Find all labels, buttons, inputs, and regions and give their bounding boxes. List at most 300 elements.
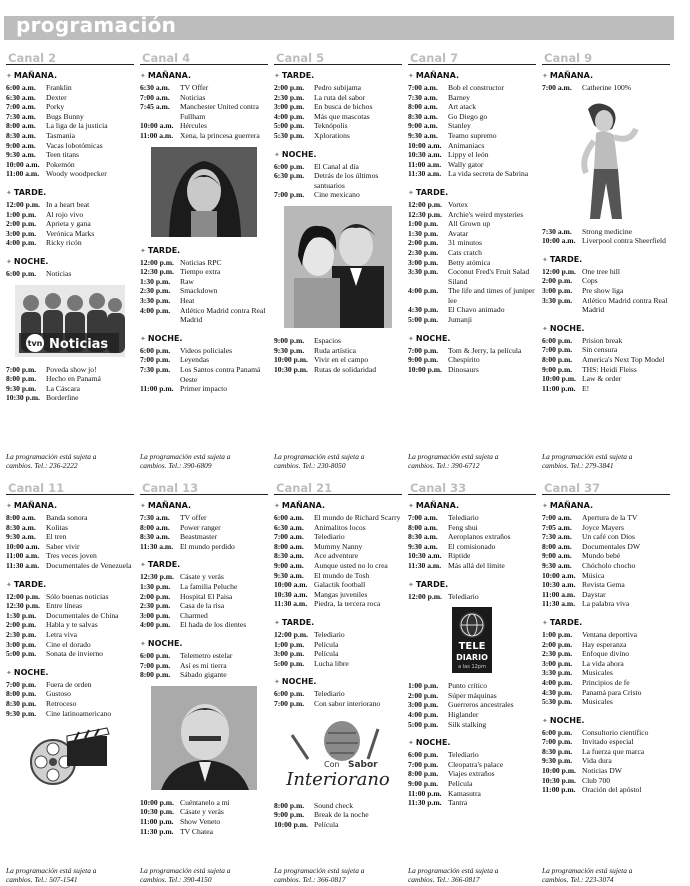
disclaimer-text: La programación está sujeta a (408, 865, 499, 875)
schedule-entry (542, 737, 670, 747)
section-label: MAÑANA. (415, 501, 459, 510)
schedule-entry (274, 590, 402, 600)
show-title: La vida secreta de Sabrina (448, 169, 529, 179)
schedule-entry (542, 766, 670, 776)
show-time: 10:30 p.m. (6, 393, 40, 403)
section-label: NOCHE. (13, 256, 49, 266)
channel-row-2 (4, 482, 674, 884)
show-title: Silk stalking (448, 719, 487, 729)
schedule-entry (140, 620, 268, 630)
schedule-entry (6, 83, 134, 93)
schedule-entry (6, 131, 134, 141)
channel-name: Canal 7 (408, 52, 536, 65)
schedule-entry (6, 210, 134, 220)
star-icon: ✦ (6, 502, 12, 510)
show-time: 2:00 p.m. (274, 83, 305, 92)
show-time: 6:00 p.m. (274, 161, 305, 171)
schedule-entry (542, 649, 670, 659)
phone-text: cambios. Tel.: 366-0817 (274, 874, 346, 884)
schedule-entry (408, 121, 536, 131)
section-heading (408, 500, 536, 512)
schedule-entry (542, 336, 670, 346)
show-time: 8:00 a.m. (140, 522, 170, 532)
disclaimer-text: La programación está sujeta a (140, 865, 231, 875)
section-heading (408, 70, 536, 82)
show-title: Kolitas (46, 522, 68, 532)
show-time: 3:00 p.m. (274, 102, 305, 112)
show-title: El tren (46, 532, 67, 542)
show-time: 2:30 p.m. (140, 601, 171, 611)
show-title: Telediario (448, 591, 479, 601)
show-time: 9:00 a.m. (408, 121, 438, 131)
channel-column-canal-7 (406, 52, 540, 470)
show-title: Telediario (448, 513, 479, 522)
star-icon: ✦ (140, 246, 146, 255)
schedule-entry (274, 820, 402, 830)
show-time: 4:30 p.m. (408, 305, 439, 315)
show-title: Catherine 100% (582, 83, 632, 92)
schedule-entry (274, 630, 402, 640)
show-time: 2:00 p.m. (6, 219, 37, 229)
schedule-entry (6, 374, 134, 384)
show-title: Entre líneas (46, 601, 83, 611)
show-time: 12:00 p.m. (408, 591, 442, 601)
schedule-entry (542, 659, 670, 669)
show-time: 6:00 p.m. (6, 268, 37, 278)
show-title: Tom & Jerry, la película (448, 345, 522, 355)
schedule-entry (140, 277, 268, 287)
show-time: 3:00 p.m. (140, 610, 171, 620)
section-banner (4, 13, 674, 40)
show-time: 11:00 p.m. (542, 383, 576, 393)
show-title: Aprieta y gana (46, 219, 91, 229)
channel-name: Canal 4 (140, 52, 268, 65)
schedule-entry (6, 219, 134, 229)
phone-text: cambios. Tel.: 390-4150 (140, 874, 212, 884)
show-title: Hospital El Paisa (180, 591, 233, 601)
show-title: El Canal al día (314, 161, 359, 171)
show-time: 4:00 p.m. (6, 238, 37, 248)
section-label: NOCHE. (13, 667, 49, 677)
star-icon: ✦ (542, 324, 548, 333)
show-title: Tiempo extra (180, 267, 221, 277)
show-title: Telediario (314, 689, 345, 699)
schedule-entry (140, 817, 268, 827)
schedule-entry (140, 670, 268, 680)
schedule-body (6, 70, 134, 403)
show-title: Coconut Fred's Fruit Salad Siland (448, 267, 530, 286)
show-time: 7:05 a.m. (542, 522, 572, 532)
schedule-entry (542, 286, 670, 296)
show-title: Club 700 (582, 775, 611, 785)
show-title: Jumanji (448, 315, 473, 325)
show-title: Xplorations (314, 130, 350, 140)
schedule-entry (274, 83, 402, 93)
schedule-entry (6, 269, 134, 279)
schedule-entry (6, 640, 134, 650)
show-title: Documentales de Venezuela (46, 560, 132, 570)
show-title: Musicales (582, 697, 613, 707)
show-time: 8:30 a.m. (6, 522, 36, 532)
show-time: 2:00 p.m. (408, 690, 439, 700)
show-title: Mangas juveniles (314, 589, 368, 599)
show-title: TV Chatea (180, 826, 213, 836)
section-label: NOCHE. (415, 738, 451, 748)
show-title: Vivir en el campo (314, 355, 369, 365)
tvn-noticias-anchors (15, 285, 125, 357)
show-title: Mummy Nanny (314, 541, 363, 551)
section-heading (274, 676, 402, 688)
show-title: Feng shui (448, 522, 478, 532)
show-title: Aunque usted no lo crea (314, 560, 388, 570)
schedule-entry (274, 551, 402, 561)
schedule-entry (6, 384, 134, 394)
star-icon: ✦ (274, 502, 280, 510)
schedule-entry (542, 599, 670, 609)
schedule-entry (6, 513, 134, 523)
show-time: 10:00 a.m. (6, 159, 40, 169)
show-title: Cine latinoamericano (46, 708, 112, 718)
show-time: 9:30 p.m. (542, 756, 573, 766)
schedule-entry (542, 374, 670, 384)
show-time: 9:00 a.m. (6, 140, 36, 150)
show-title: Teen titans (46, 150, 79, 160)
show-time: 7:00 a.m. (408, 83, 438, 92)
schedule-entry (542, 542, 670, 552)
schedule-entry (140, 267, 268, 277)
show-time: 6:30 a.m. (6, 92, 36, 102)
schedule-entry (274, 365, 402, 375)
show-title: Teamo supremo (448, 130, 497, 140)
star-icon: ✦ (408, 502, 414, 510)
show-time: 12:30 p.m. (6, 601, 40, 611)
phone-text: cambios. Tel.: 366-0817 (408, 874, 480, 884)
show-title: Vida dura (582, 756, 612, 766)
show-title: Consultorio científico (582, 727, 649, 737)
schedule-entry (542, 728, 670, 738)
show-time: 3:00 p.m. (6, 228, 37, 238)
show-title: Stanley (448, 121, 471, 131)
show-time: 8:00 p.m. (274, 800, 305, 810)
show-title: Cleopatra's palace (448, 759, 504, 769)
show-time: 7:00 p.m. (542, 345, 573, 355)
schedule-entry (408, 561, 536, 571)
schedule-entry (140, 355, 268, 365)
schedule-entry (6, 542, 134, 552)
show-title: Invitado especial (582, 737, 634, 747)
show-time: 5:00 p.m. (274, 658, 305, 668)
show-time: 1:00 p.m. (542, 629, 573, 639)
schedule-entry (274, 523, 402, 533)
show-title: Documentales de China (46, 610, 119, 620)
show-time: 11:30 p.m. (408, 798, 442, 808)
show-time: 7:30 a.m. (408, 92, 438, 102)
show-title: THS: Heidi Fleiss (582, 364, 637, 374)
schedule-entry (408, 532, 536, 542)
schedule-body (140, 500, 268, 836)
show-time: 7:30 a.m. (542, 532, 572, 542)
show-title: Punto crítico (448, 681, 488, 691)
show-title: TV offer (180, 513, 207, 522)
schedule-entry (542, 678, 670, 688)
show-title: Animaniacs (448, 140, 485, 150)
show-time: 9:00 p.m. (408, 355, 439, 365)
show-title: Manchester United contra Fullham (180, 102, 259, 121)
section-heading (6, 500, 134, 512)
show-time: 3:30 p.m. (542, 668, 573, 678)
schedule-entry (6, 200, 134, 210)
schedule-entry (408, 102, 536, 112)
schedule-entry (274, 640, 402, 650)
schedule-disclaimer (140, 452, 268, 470)
show-time: 11:30 a.m. (542, 599, 576, 609)
star-icon: ✦ (140, 639, 146, 648)
schedule-entry (542, 776, 670, 786)
show-title: Un café con Dios (582, 532, 635, 542)
section-heading (6, 579, 134, 591)
show-time: 10:30 a.m. (408, 551, 442, 561)
star-icon: ✦ (6, 72, 12, 80)
xena-photo (151, 147, 257, 237)
schedule-entry (140, 93, 268, 103)
show-title: Película (314, 649, 339, 659)
show-time: 2:00 p.m. (6, 620, 37, 630)
show-time: 7:45 a.m. (140, 102, 170, 112)
schedule-body (274, 500, 402, 829)
show-title: Aeroplanos extraños (448, 532, 511, 542)
star-icon: ✦ (140, 502, 146, 510)
schedule-entry (6, 551, 134, 561)
schedule-entry (274, 571, 402, 581)
schedule-entry (542, 747, 670, 757)
show-time: 2:00 p.m. (542, 639, 573, 649)
show-title: The life and times of juniper lee (448, 286, 535, 305)
show-time: 11:00 p.m. (408, 788, 442, 798)
show-time: 8:00 a.m. (6, 513, 36, 522)
show-time: 10:00 p.m. (140, 797, 174, 807)
schedule-entry (140, 798, 268, 808)
show-title: Xena, la princesa guerrera (180, 130, 260, 140)
show-time: 7:00 p.m. (6, 364, 37, 374)
show-time: 9:00 a.m. (274, 560, 304, 570)
schedule-entry (140, 102, 268, 121)
schedule-entry (274, 689, 402, 699)
show-time: 10:30 p.m. (542, 775, 576, 785)
schedule-entry (140, 346, 268, 356)
schedule-entry (6, 112, 134, 122)
disclaimer-text: La programación está sujeta a (140, 451, 231, 461)
show-time: 7:00 p.m. (274, 698, 305, 708)
show-time: 8:00 a.m. (6, 121, 36, 131)
show-title: El hada de los dientes (180, 620, 247, 630)
schedule-entry (274, 542, 402, 552)
show-time: 10:00 p.m. (274, 819, 308, 829)
schedule-entry (6, 393, 134, 403)
show-title: Rutas de solidaridad (314, 364, 377, 374)
show-time: 3:00 p.m. (408, 257, 439, 267)
show-time: 11:00 a.m. (408, 159, 442, 169)
section-heading (274, 70, 402, 82)
show-title: Musicales (582, 668, 613, 678)
section-label: MAÑANA. (549, 501, 593, 510)
schedule-entry (140, 513, 268, 523)
show-title: Más allá del límite (448, 560, 505, 570)
show-time: 9:00 p.m. (408, 778, 439, 788)
show-time: 11:00 p.m. (140, 816, 174, 826)
show-title: Letra viva (46, 629, 77, 639)
section-label: NOCHE. (549, 323, 585, 333)
show-time: 10:00 a.m. (542, 236, 576, 246)
show-time: 7:00 a.m. (6, 102, 36, 112)
schedule-entry (274, 171, 402, 190)
schedule-entry (408, 720, 536, 730)
show-title: Habla y te salvas (46, 620, 98, 630)
show-title: Raw (180, 276, 194, 286)
show-title: Joyce Mayers (582, 522, 624, 532)
show-title: Dexter (46, 92, 67, 102)
schedule-entry (140, 365, 268, 384)
show-title: Galactik football (314, 580, 366, 590)
show-time: 12:00 p.m. (6, 591, 40, 601)
star-icon: ✦ (140, 72, 146, 80)
schedule-entry (408, 131, 536, 141)
schedule-entry (408, 267, 536, 286)
schedule-entry (6, 102, 134, 112)
show-title: Más que mascotas (314, 111, 370, 121)
schedule-entry (542, 756, 670, 766)
show-title: Película (314, 819, 339, 829)
schedule-entry (6, 169, 134, 179)
channel-column-canal-21 (272, 482, 406, 884)
section-heading (274, 149, 402, 161)
show-time: 10:30 p.m. (140, 807, 174, 817)
section-label: TARDE. (415, 187, 449, 197)
show-title: Saber vivir (46, 541, 80, 551)
show-title: Hércules (180, 121, 207, 131)
show-time: 2:30 p.m. (140, 286, 171, 296)
show-time: 6:00 p.m. (140, 345, 171, 355)
show-title: Documentales DW (582, 541, 640, 551)
show-time: 2:30 p.m. (408, 247, 439, 257)
star-icon: ✦ (408, 580, 414, 589)
schedule-disclaimer (274, 452, 402, 470)
show-title: Noticias (180, 92, 206, 102)
show-title: Woody woodpecker (46, 169, 107, 179)
schedule-entry (274, 810, 402, 820)
show-title: Prision break (582, 335, 623, 345)
show-title: Retroceso (46, 698, 77, 708)
show-title: Vacas lobotómicas (46, 140, 103, 150)
show-title: Porky (46, 102, 65, 112)
show-time: 5:00 p.m. (274, 121, 305, 131)
schedule-entry (408, 219, 536, 229)
show-time: 11:30 a.m. (408, 560, 442, 570)
show-time: 10:00 p.m. (274, 355, 308, 365)
show-time: 4:00 p.m. (542, 677, 573, 687)
show-time: 1:00 p.m. (274, 639, 305, 649)
section-label: MAÑANA. (549, 71, 593, 80)
section-label: MAÑANA. (415, 71, 459, 80)
show-time: 7:00 p.m. (140, 660, 171, 670)
show-time: 8:00 p.m. (6, 689, 37, 699)
show-title: Cásate y verás (180, 807, 224, 817)
channel-column-canal-4 (138, 52, 272, 470)
show-title: Charmed (180, 610, 208, 620)
show-time: 7:00 p.m. (408, 759, 439, 769)
show-title: Telediario (314, 532, 345, 542)
show-title: Wally gator (448, 159, 484, 169)
show-title: Smackdown (180, 286, 218, 296)
show-title: Noticias (46, 268, 72, 278)
star-icon: ✦ (6, 580, 12, 589)
schedule-entry (542, 551, 670, 561)
show-title: Atlético Madrid contra Real Madrid (582, 295, 668, 315)
schedule-entry (140, 651, 268, 661)
show-title: Bob el constructor (448, 83, 505, 92)
show-title: Borderline (46, 393, 79, 403)
show-title: Banda sonora (46, 513, 88, 522)
show-time: 7:00 a.m. (542, 513, 572, 522)
phone-text: cambios. Tel.: 236-2222 (6, 460, 78, 470)
schedule-entry (542, 668, 670, 678)
schedule-entry (542, 580, 670, 590)
schedule-entry (542, 365, 670, 375)
show-title: Kamasutra (448, 788, 481, 798)
show-time: 9:30 p.m. (274, 345, 305, 355)
show-time: 4:30 p.m. (542, 687, 573, 697)
show-title: Con sabor interiorano (314, 698, 381, 708)
show-time: 3:00 p.m. (542, 285, 573, 295)
schedule-entry (542, 345, 670, 355)
show-title: Fuera de orden (46, 679, 92, 689)
show-title: Sábado gigante (180, 670, 227, 680)
show-time: 3:30 p.m. (140, 295, 171, 305)
show-time: 5:00 p.m. (6, 649, 37, 659)
phone-text: cambios. Tel.: 230-8050 (274, 460, 346, 470)
show-time: 6:00 p.m. (274, 689, 305, 699)
schedule-entry (140, 131, 268, 141)
schedule-entry (408, 523, 536, 533)
channel-column-canal-5 (272, 52, 406, 470)
schedule-entry (140, 121, 268, 131)
section-heading (140, 333, 268, 345)
tvn-logo-text: tvn (27, 338, 43, 348)
show-title: Pedro subijama (314, 83, 362, 92)
show-time: 9:00 a.m. (542, 551, 572, 561)
show-title: Franklin (46, 83, 72, 92)
show-title: America's Next Top Model (582, 354, 665, 364)
show-title: La Cáscara (46, 383, 80, 393)
section-heading (140, 500, 268, 512)
show-time: 3:00 p.m. (542, 658, 573, 668)
show-time: 10:00 p.m. (408, 364, 442, 374)
star-icon: ✦ (408, 72, 414, 80)
show-time: 2:30 p.m. (6, 629, 37, 639)
schedule-entry (408, 710, 536, 720)
show-time: 7:00 a.m. (542, 83, 572, 92)
show-time: 11:30 a.m. (6, 560, 40, 570)
section-label: NOCHE. (281, 677, 317, 687)
schedule-entry (542, 532, 670, 542)
schedule-entry (542, 296, 670, 315)
section-heading (408, 187, 536, 199)
show-title: Leyendas (180, 355, 210, 365)
show-time: 7:30 a.m. (542, 226, 572, 236)
show-title: Noticias DW (582, 766, 622, 776)
schedule-entry (274, 131, 402, 141)
schedule-entry (408, 305, 536, 315)
show-time: 10:30 a.m. (408, 150, 442, 160)
